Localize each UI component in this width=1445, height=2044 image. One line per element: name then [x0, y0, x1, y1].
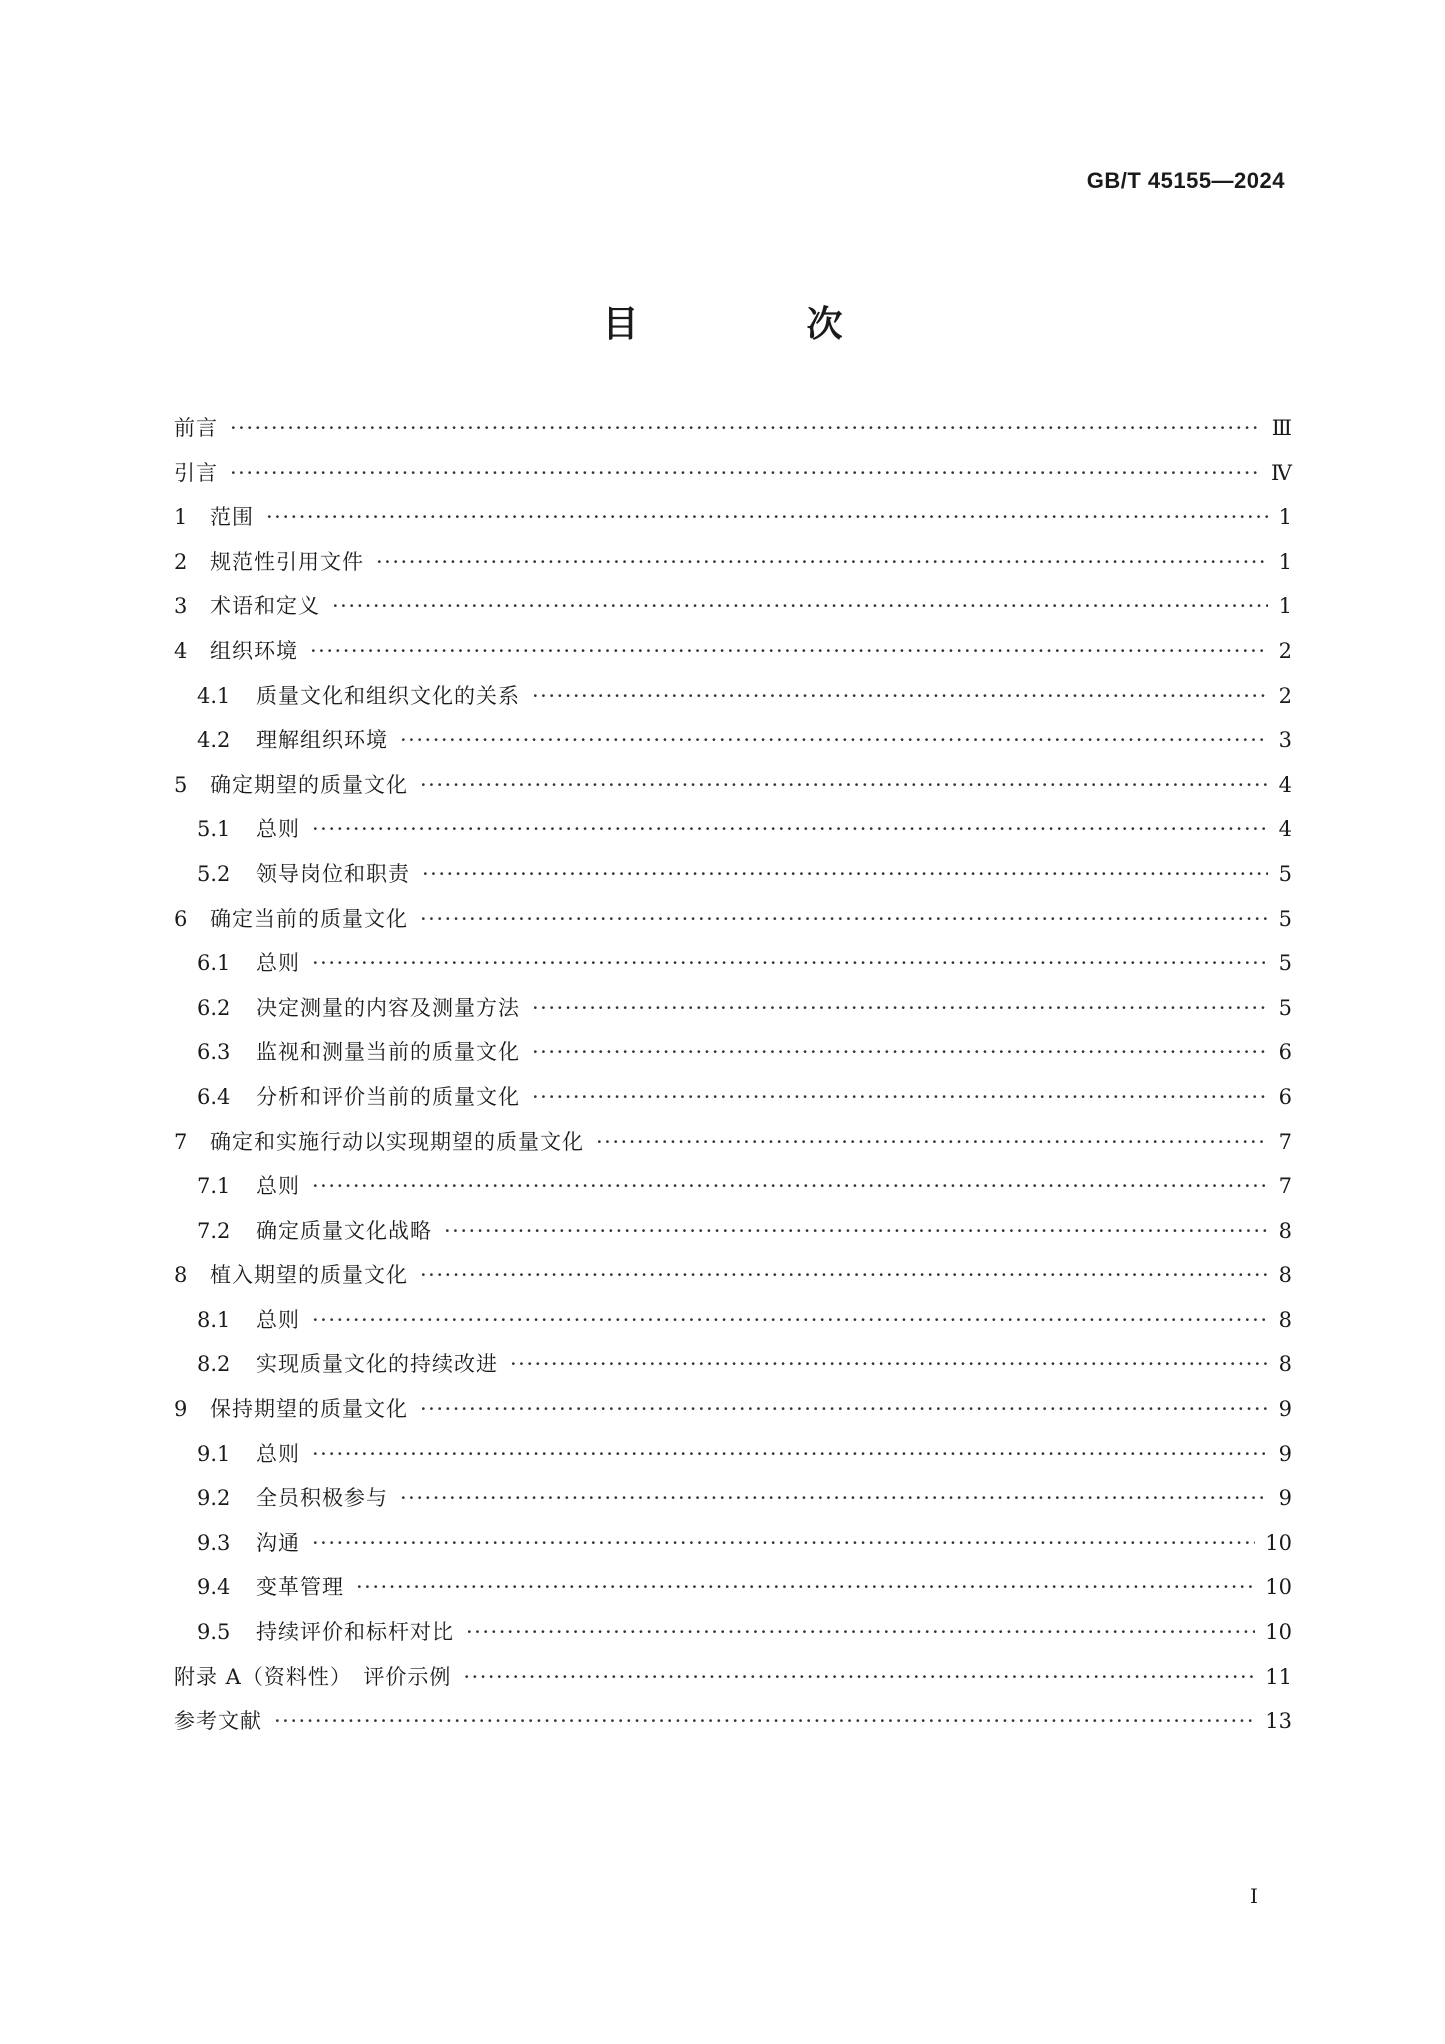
toc-entry-label: 实现质量文化的持续改进 — [256, 1352, 498, 1377]
toc-entry-number: 9.4 — [197, 1575, 231, 1600]
toc-entry-page: 10 — [1265, 1530, 1292, 1555]
toc-entry-number: 4.1 — [197, 683, 231, 708]
toc-dot-leader — [420, 1397, 1268, 1421]
toc-entry-label: 总则 — [256, 817, 300, 842]
toc-dot-leader — [400, 1486, 1268, 1510]
toc-entry[interactable] — [174, 1705, 1292, 1750]
toc-dot-leader — [420, 773, 1268, 797]
toc-entry-number: 9.5 — [197, 1620, 231, 1645]
toc-entry-page: 4 — [1278, 817, 1292, 842]
table-of-contents — [174, 412, 1292, 1750]
toc-entry-page: 10 — [1265, 1620, 1292, 1645]
toc-entry-label: 持续评价和标杆对比 — [256, 1620, 454, 1645]
toc-entry-label: 确定和实施行动以实现期望的质量文化 — [210, 1129, 584, 1154]
toc-entry-page: 8 — [1278, 1307, 1292, 1332]
toc-entry[interactable] — [174, 1259, 1292, 1304]
toc-dot-leader — [266, 505, 1268, 529]
toc-dot-leader — [400, 728, 1268, 752]
toc-entry[interactable] — [174, 858, 1292, 903]
toc-dot-leader — [356, 1575, 1255, 1599]
toc-entry-page: 2 — [1278, 683, 1292, 708]
toc-entry-label: 保持期望的质量文化 — [210, 1397, 408, 1422]
toc-entry-label: 理解组织环境 — [256, 728, 388, 753]
toc-entry-number: 1 — [174, 505, 188, 530]
toc-entry[interactable] — [174, 724, 1292, 769]
toc-entry-number: 9 — [174, 1397, 188, 1422]
toc-entry-page: Ⅳ — [1271, 460, 1292, 485]
toc-entry[interactable] — [174, 1036, 1292, 1081]
toc-dot-leader — [596, 1130, 1268, 1154]
toc-entry-number: 9.1 — [197, 1441, 231, 1466]
toc-entry[interactable] — [174, 1393, 1292, 1438]
toc-entry-number: 6.2 — [197, 995, 231, 1020]
toc-dot-leader — [532, 996, 1268, 1020]
toc-entry-label: 参考文献 — [174, 1709, 262, 1734]
toc-entry-number: 4.2 — [197, 728, 231, 753]
toc-dot-leader — [230, 461, 1261, 485]
toc-entry-page: 2 — [1278, 638, 1292, 663]
toc-entry[interactable] — [174, 1616, 1292, 1661]
toc-dot-leader — [312, 1531, 1255, 1555]
toc-entry-page: Ⅲ — [1271, 416, 1292, 440]
toc-entry[interactable] — [174, 1482, 1292, 1527]
toc-entry-label: 质量文化和组织文化的关系 — [256, 683, 520, 708]
toc-dot-leader — [510, 1352, 1268, 1376]
toc-entry[interactable] — [174, 680, 1292, 725]
toc-entry-page: 8 — [1278, 1263, 1292, 1288]
toc-dot-leader — [312, 1442, 1268, 1466]
toc-entry[interactable] — [174, 1661, 1292, 1706]
toc-entry-label: 术语和定义 — [210, 594, 320, 619]
toc-entry-label: 引言 — [174, 460, 218, 485]
toc-dot-leader — [420, 907, 1268, 931]
toc-entry-number: 6.4 — [197, 1084, 231, 1109]
toc-entry-label: 组织环境 — [210, 638, 298, 663]
toc-entry-page: 5 — [1278, 951, 1292, 976]
page-title: 目 次 — [602, 304, 909, 345]
toc-dot-leader — [332, 594, 1268, 618]
toc-entry-number: 7.2 — [197, 1218, 231, 1243]
toc-entry-page: 5 — [1278, 906, 1292, 931]
toc-dot-leader — [312, 951, 1268, 975]
toc-entry-page: 6 — [1278, 1040, 1292, 1065]
toc-entry-number: 5 — [174, 772, 188, 797]
toc-dot-leader — [466, 1620, 1255, 1644]
toc-entry[interactable] — [174, 1571, 1292, 1616]
toc-entry[interactable] — [174, 903, 1292, 948]
toc-entry-page: 1 — [1278, 505, 1292, 530]
page-number: Ⅰ — [1250, 1884, 1258, 1908]
toc-entry[interactable] — [174, 992, 1292, 1037]
toc-entry[interactable] — [174, 1304, 1292, 1349]
toc-entry[interactable] — [174, 457, 1292, 502]
toc-entry-label: 前言 — [174, 416, 218, 440]
toc-entry-number: 3 — [174, 594, 188, 619]
toc-entry-label: 领导岗位和职责 — [256, 861, 410, 886]
toc-entry-page: 5 — [1278, 861, 1292, 886]
toc-entry-number: 7.1 — [197, 1174, 231, 1199]
toc-entry-number: 6 — [174, 906, 188, 931]
toc-entry-label: 植入期望的质量文化 — [210, 1263, 408, 1288]
toc-entry-label: 分析和评价当前的质量文化 — [256, 1084, 520, 1109]
toc-entry[interactable] — [174, 501, 1292, 546]
toc-dot-leader — [532, 1040, 1268, 1064]
toc-entry[interactable] — [174, 769, 1292, 814]
toc-entry[interactable] — [174, 546, 1292, 591]
toc-entry-number: 5.1 — [197, 817, 231, 842]
toc-entry-page: 5 — [1278, 995, 1292, 1020]
toc-entry-label: 变革管理 — [256, 1575, 344, 1600]
toc-entry[interactable] — [174, 1348, 1292, 1393]
toc-entry-number: 9.2 — [197, 1486, 231, 1511]
toc-entry-label: 附录 A（资料性） 评价示例 — [174, 1664, 452, 1689]
toc-dot-leader — [310, 639, 1268, 663]
toc-entry-number: 4 — [174, 638, 188, 663]
toc-entry[interactable] — [174, 1527, 1292, 1572]
toc-entry-number: 7 — [174, 1129, 188, 1154]
toc-entry-number: 6.1 — [197, 951, 231, 976]
toc-entry[interactable] — [174, 412, 1292, 457]
toc-entry-number: 8.2 — [197, 1352, 231, 1377]
toc-entry[interactable] — [174, 1215, 1292, 1260]
toc-entry-page: 9 — [1278, 1486, 1292, 1511]
toc-entry-page: 8 — [1278, 1352, 1292, 1377]
toc-entry[interactable] — [174, 1081, 1292, 1126]
toc-entry-page: 3 — [1278, 728, 1292, 753]
toc-dot-leader — [420, 1263, 1268, 1287]
toc-dot-leader — [422, 862, 1268, 886]
toc-entry-page: 4 — [1278, 772, 1292, 797]
toc-dot-leader — [444, 1219, 1268, 1243]
toc-dot-leader — [312, 817, 1268, 841]
toc-entry[interactable] — [174, 590, 1292, 635]
toc-dot-leader — [532, 1085, 1268, 1109]
toc-entry-label: 总则 — [256, 1307, 300, 1332]
toc-entry[interactable] — [174, 1170, 1292, 1215]
toc-entry-page: 9 — [1278, 1397, 1292, 1422]
toc-entry-label: 决定测量的内容及测量方法 — [256, 995, 520, 1020]
toc-entry-label: 确定质量文化战略 — [256, 1218, 432, 1243]
toc-dot-leader — [312, 1308, 1268, 1332]
toc-entry[interactable] — [174, 813, 1292, 858]
toc-entry-label: 总则 — [256, 951, 300, 976]
toc-entry-page: 10 — [1265, 1575, 1292, 1600]
toc-entry[interactable] — [174, 1126, 1292, 1171]
toc-entry-label: 总则 — [256, 1174, 300, 1199]
toc-dot-leader — [230, 416, 1262, 440]
toc-entry-number: 9.3 — [197, 1530, 231, 1555]
toc-entry-number: 8 — [174, 1263, 188, 1288]
toc-entry-page: 9 — [1278, 1441, 1292, 1466]
toc-dot-leader — [312, 1174, 1268, 1198]
toc-entry-label: 沟通 — [256, 1530, 300, 1555]
toc-entry-page: 1 — [1278, 594, 1292, 619]
toc-dot-leader — [376, 550, 1268, 574]
toc-entry-page: 13 — [1265, 1709, 1292, 1734]
toc-entry-page: 8 — [1278, 1218, 1292, 1243]
toc-dot-leader — [274, 1709, 1255, 1733]
toc-entry[interactable] — [174, 947, 1292, 992]
toc-entry-number: 2 — [174, 549, 188, 574]
toc-entry-number: 5.2 — [197, 861, 231, 886]
toc-entry-page: 1 — [1278, 549, 1292, 574]
toc-entry-number: 8.1 — [197, 1307, 231, 1332]
toc-entry-number: 6.3 — [197, 1040, 231, 1065]
toc-entry-label: 范围 — [210, 505, 254, 530]
standard-code: GB/T 45155—2024 — [1086, 168, 1285, 193]
toc-entry-label: 监视和测量当前的质量文化 — [256, 1040, 520, 1065]
toc-entry-page: 11 — [1265, 1664, 1292, 1689]
toc-dot-leader — [463, 1665, 1255, 1689]
toc-entry-page: 7 — [1278, 1129, 1292, 1154]
toc-entry-label: 全员积极参与 — [256, 1486, 388, 1511]
toc-entry[interactable] — [174, 635, 1292, 680]
toc-entry-label: 确定期望的质量文化 — [210, 772, 408, 797]
toc-entry-label: 确定当前的质量文化 — [210, 906, 408, 931]
toc-entry-label: 规范性引用文件 — [210, 549, 364, 574]
toc-entry-label: 总则 — [256, 1441, 300, 1466]
toc-entry[interactable] — [174, 1438, 1292, 1483]
toc-entry-page: 6 — [1278, 1084, 1292, 1109]
toc-entry-page: 7 — [1278, 1174, 1292, 1199]
toc-dot-leader — [532, 684, 1268, 708]
